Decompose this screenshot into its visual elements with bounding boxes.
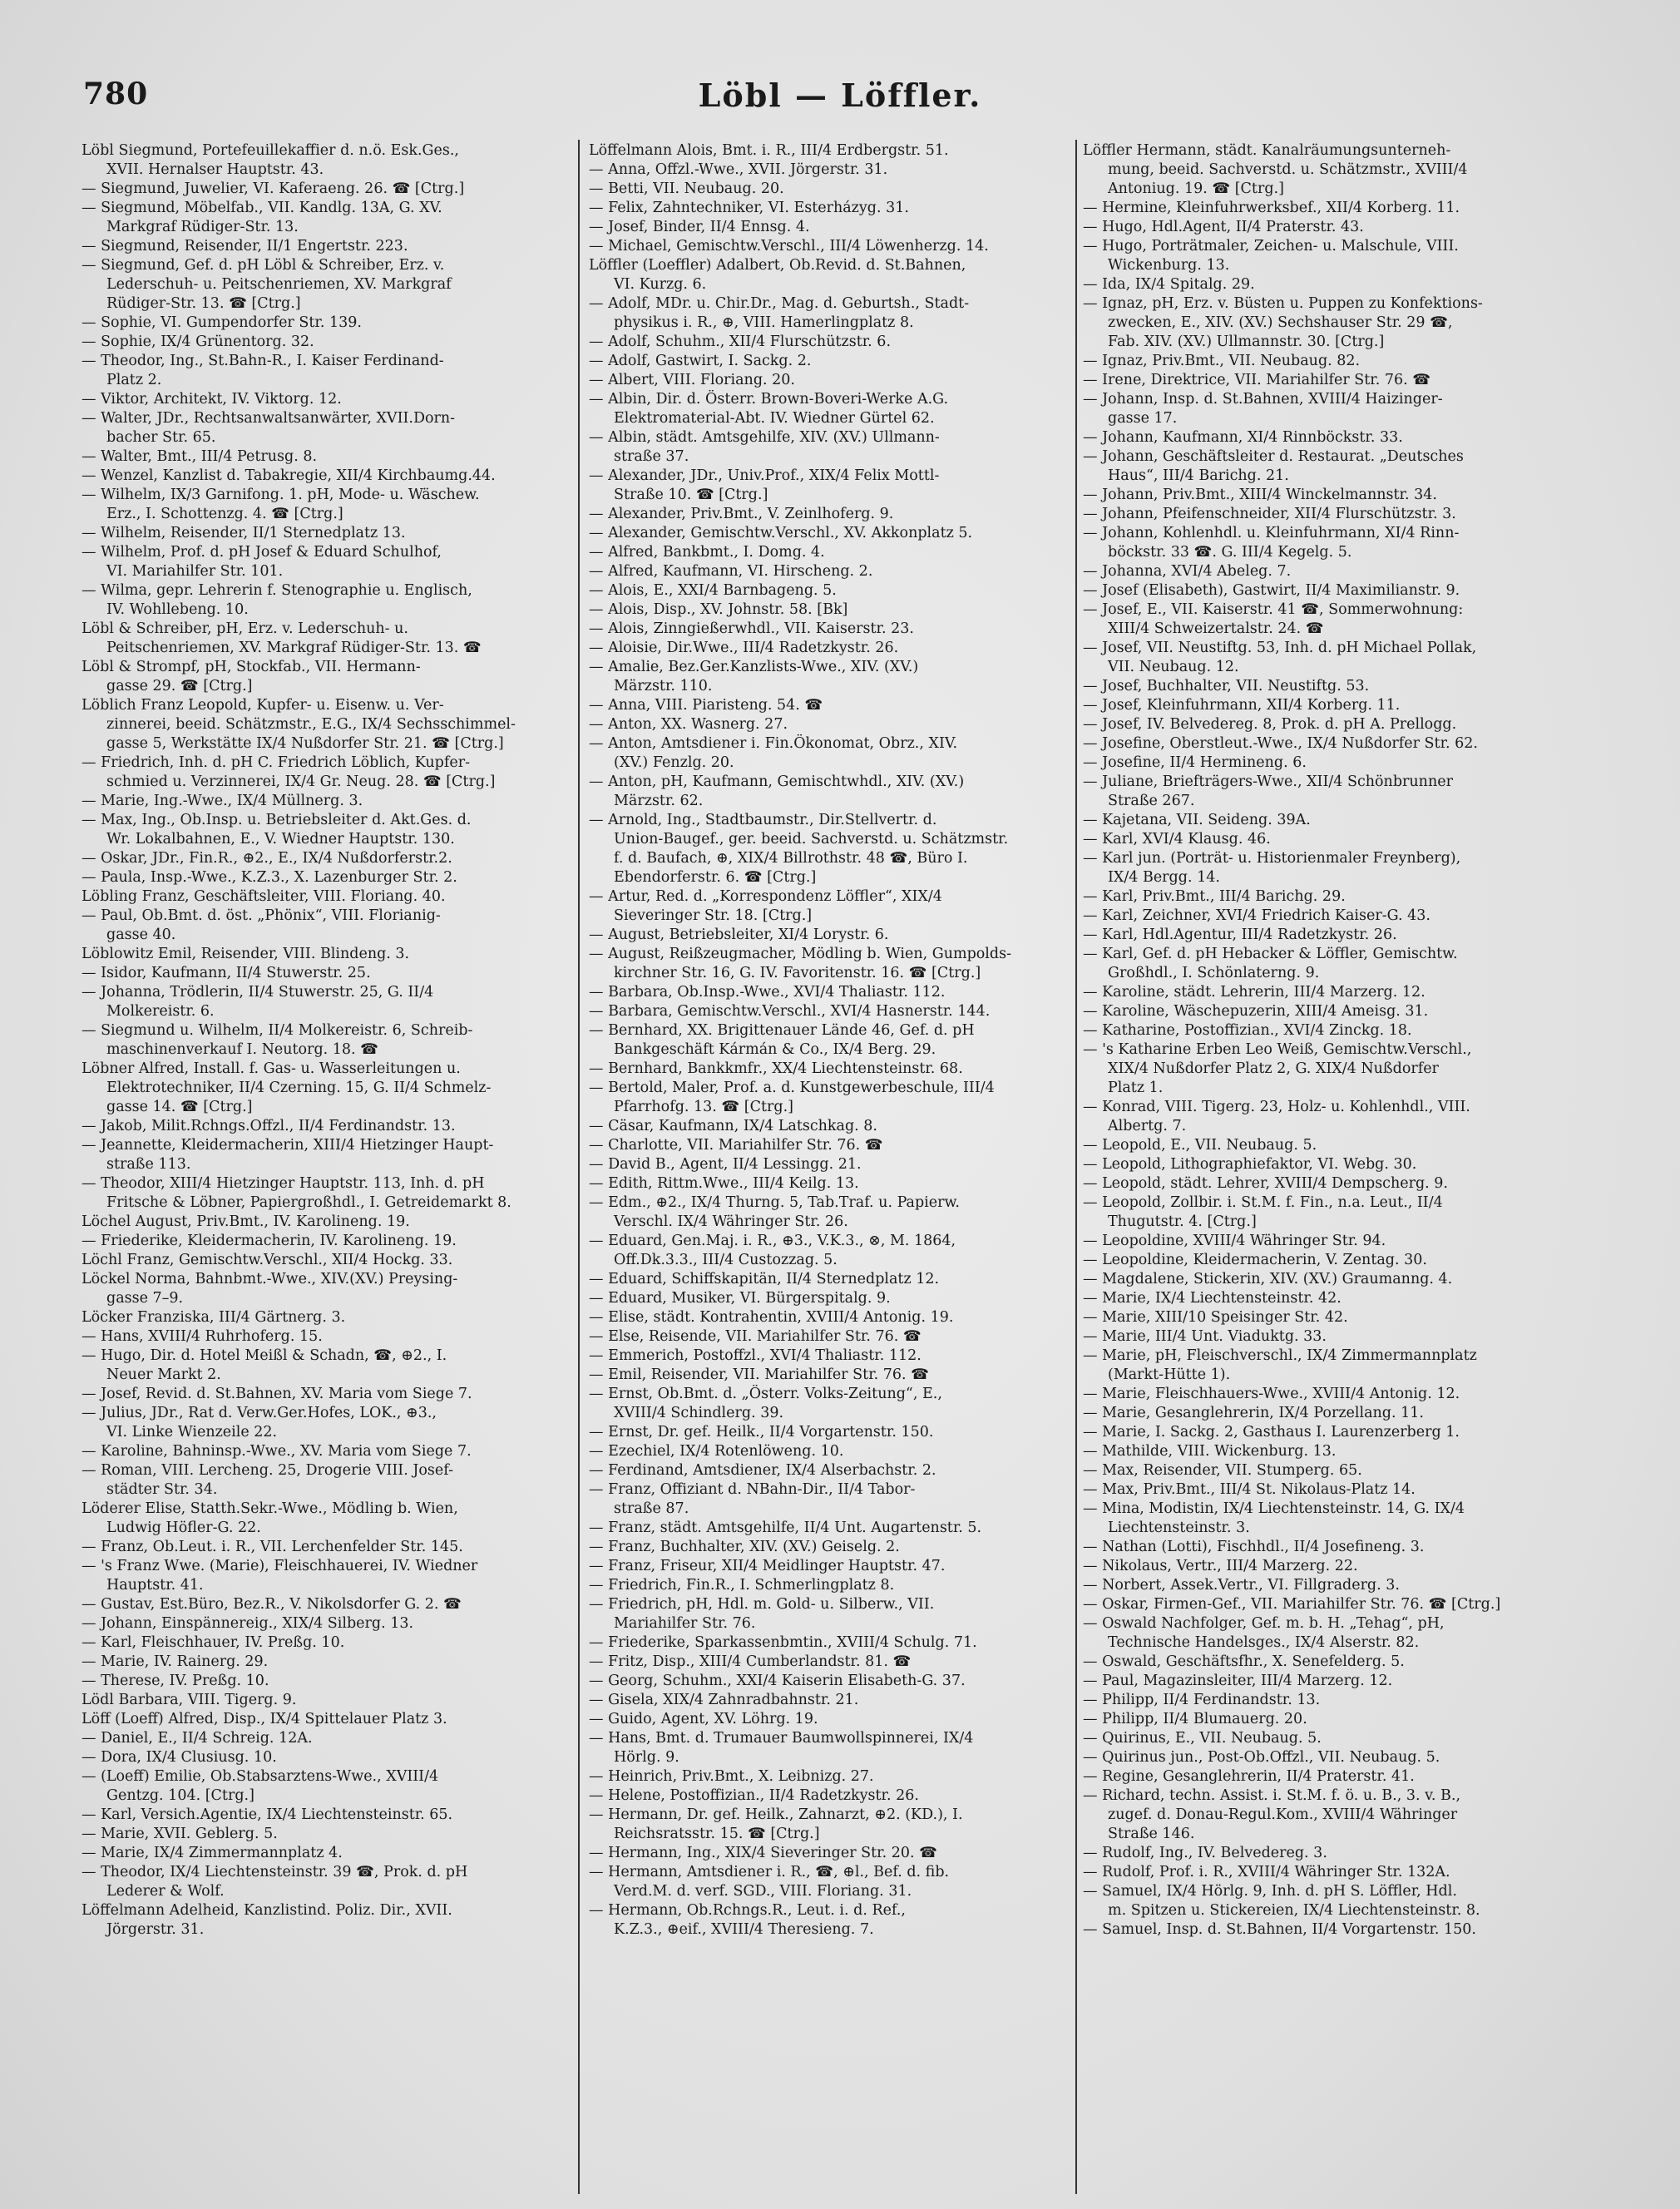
directory-line: Löblowitz Emil, Reisender, VIII. Blindeng. 3. <box>82 946 410 962</box>
directory-line: — Leopold, Zollbir. i. St.M. f. Fin., n.a. Leut., II/4 <box>1083 1194 1443 1211</box>
directory-line: — Alois, Zinngießerwhdl., VII. Kaiserstr. 23. <box>589 620 914 637</box>
directory-line: — Friedrich, Fin.R., I. Schmerlingplatz 8. <box>589 1577 895 1594</box>
directory-line: — Adolf, Schuhm., XII/4 Flurschützstr. 6. <box>589 334 892 350</box>
directory-line: Verd.M. d. verf. SGD., VIII. Floriang. 31. <box>614 1883 912 1900</box>
directory-line: — Edith, Rittm.Wwe., III/4 Keilg. 13. <box>589 1175 859 1192</box>
directory-line: Löffelmann Alois, Bmt. i. R., III/4 Erdbergstr. 51. <box>589 142 949 159</box>
directory-line: — Walter, JDr., Rechtsanwaltsanwärter, XVII.Dorn- <box>82 410 456 427</box>
directory-line: — Rudolf, Ing., IV. Belvedereg. 3. <box>1083 1845 1327 1861</box>
directory-line: — Emil, Reisender, VII. Mariahilfer Str. 76. ☎ <box>589 1366 929 1383</box>
directory-line: zinnerei, beeid. Schätzmstr., E.G., IX/4 Sechsschimmel- <box>106 716 516 733</box>
directory-line: Albertg. 7. <box>1108 1118 1187 1134</box>
directory-line: Mariahilfer Str. 76. <box>614 1615 756 1632</box>
directory-line: — Barbara, Gemischtw.Verschl., XVI/4 Hasnerstr. 144. <box>589 1003 991 1020</box>
directory-line: — Emmerich, Postoffzl., XVI/4 Thaliastr. 112. <box>589 1347 922 1364</box>
directory-line: Bankgeschäft Kármán & Co., IX/4 Berg. 29. <box>614 1041 936 1058</box>
directory-line: — Katharine, Postoffizian., XVI/4 Zinckg. 18. <box>1083 1022 1412 1039</box>
directory-line: — Anton, XX. Wasnerg. 27. <box>589 716 788 733</box>
directory-line: — Johann, Priv.Bmt., XIII/4 Winckelmannstr. 34. <box>1083 487 1437 503</box>
directory-line: — Charlotte, VII. Mariahilfer Str. 76. ☎ <box>589 1137 883 1154</box>
directory-line: — Isidor, Kaufmann, II/4 Stuwerstr. 25. <box>82 965 371 981</box>
directory-line: — Alexander, JDr., Univ.Prof., XIX/4 Felix Mottl- <box>589 467 940 484</box>
directory-line: Fab. XIV. (XV.) Ullmannstr. 30. [Ctrg.] <box>1108 334 1385 350</box>
directory-line: — Mathilde, VIII. Wickenburg. 13. <box>1083 1443 1337 1460</box>
directory-line: — Marie, I. Sackg. 2, Gasthaus I. Laurenzerberg 1. <box>1083 1424 1460 1441</box>
directory-line: straße 37. <box>614 448 689 465</box>
directory-line: — Friedrich, pH, Hdl. m. Gold- u. Silberw., VII. <box>589 1596 935 1613</box>
directory-line: Löckel Norma, Bahnbmt.-Wwe., XIV.(XV.) Preysing- <box>82 1271 458 1287</box>
directory-line: — Anton, Amtsdiener i. Fin.Ökonomat, Obrz., XIV. <box>589 735 958 752</box>
directory-line: — Adolf, MDr. u. Chir.Dr., Mag. d. Geburtsh., Stadt- <box>589 295 970 312</box>
directory-line: — Ida, IX/4 Spitalg. 29. <box>1083 276 1255 293</box>
directory-line: — Paul, Magazinsleiter, III/4 Marzerg. 12. <box>1083 1673 1393 1689</box>
directory-line: Löffelmann Adelheid, Kanzlistind. Poliz. Dir., XVII. <box>82 1902 452 1919</box>
directory-line: Haus“, III/4 Barichg. 21. <box>1108 467 1289 484</box>
directory-line: — Eduard, Gen.Maj. i. R., ⊕3., V.K.3., ⊗, M. 1864, <box>589 1233 956 1249</box>
directory-line: — Magdalene, Stickerin, XIV. (XV.) Graumanng. 4. <box>1083 1271 1453 1287</box>
directory-line: Hauptstr. 41. <box>106 1577 204 1594</box>
directory-line: — Paul, Ob.Bmt. d. öst. „Phönix“, VIII. Florianig- <box>82 907 441 924</box>
directory-line: — Albin, städt. Amtsgehilfe, XIV. (XV.) Ullmann- <box>589 429 940 446</box>
directory-line: — Marie, IX/4 Liechtensteinstr. 42. <box>1083 1290 1342 1307</box>
running-head: Löbl — Löffler. <box>698 77 982 114</box>
directory-line: — Else, Reisende, VII. Mariahilfer Str. 76. ☎ <box>589 1328 922 1345</box>
directory-line: schmied u. Verzinnerei, IX/4 Gr. Neug. 28. ☎ [Ctrg.] <box>106 773 496 790</box>
directory-line: städter Str. 34. <box>106 1481 218 1498</box>
directory-line: — Franz, Friseur, XII/4 Meidlinger Hauptstr. 47. <box>589 1558 946 1574</box>
directory-line: — Felix, Zahntechniker, VI. Esterházyg. 31. <box>589 200 909 216</box>
directory-line: — Friederike, Sparkassenbmtin., XVIII/4 Schulg. 71. <box>589 1634 977 1651</box>
directory-line: — Arnold, Ing., Stadtbaumstr., Dir.Stellvertr. d. <box>589 812 937 828</box>
directory-line: VI. Kurzg. 6. <box>614 276 707 293</box>
directory-line: — Karoline, städt. Lehrerin, III/4 Marzerg. 12. <box>1083 984 1426 1001</box>
directory-line: Neuer Markt 2. <box>106 1366 221 1383</box>
directory-line: — Josef, IV. Belvedereg. 8, Prok. d. pH A. Prellogg. <box>1083 716 1457 733</box>
directory-line: — Josef, Kleinfuhrmann, XII/4 Korberg. 11. <box>1083 697 1401 714</box>
directory-line: Rüdiger-Str. 13. ☎ [Ctrg.] <box>106 295 301 312</box>
directory-line: — Hans, XVIII/4 Ruhrhoferg. 15. <box>82 1328 323 1345</box>
directory-line: — Bernhard, Bankkmfr., XX/4 Liechtensteinstr. 68. <box>589 1060 963 1077</box>
directory-line: — Hugo, Hdl.Agent, II/4 Praterstr. 43. <box>1083 219 1364 235</box>
directory-line: — Philipp, II/4 Ferdinandstr. 13. <box>1083 1692 1321 1708</box>
directory-line: — Sophie, VI. Gumpendorfer Str. 139. <box>82 314 362 331</box>
directory-line: — Cäsar, Kaufmann, IX/4 Latschkag. 8. <box>589 1118 877 1134</box>
directory-line: — Alexander, Gemischtw.Verschl., XV. Akkonplatz 5. <box>589 525 973 541</box>
directory-line: mung, beeid. Sachverstd. u. Schätzmstr., XVIII/4 <box>1108 161 1468 178</box>
directory-line: K.Z.3., ⊕eif., XVIII/4 Theresieng. 7. <box>614 1921 874 1938</box>
directory-line: — Nikolaus, Vertr., III/4 Marzerg. 22. <box>1083 1558 1358 1574</box>
directory-line: — Max, Priv.Bmt., III/4 St. Nikolaus-Platz 14. <box>1083 1481 1416 1498</box>
directory-line: — Ignaz, pH, Erz. v. Büsten u. Puppen zu Konfektions- <box>1083 295 1483 312</box>
directory-line: — Wilhelm, Prof. d. pH Josef & Eduard Schulhof, <box>82 544 442 561</box>
directory-line: — 's Katharine Erben Leo Weiß, Gemischtw.Verschl., <box>1083 1041 1472 1058</box>
directory-line: — Quirinus jun., Post-Ob.Offzl., VII. Neubaug. 5. <box>1083 1749 1440 1766</box>
directory-line: Lederer & Wolf. <box>106 1883 225 1900</box>
directory-line: — Franz, Buchhalter, XIV. (XV.) Geiselg. 2. <box>589 1539 900 1555</box>
directory-line: Thugutstr. 4. [Ctrg.] <box>1108 1213 1257 1230</box>
directory-line: VII. Neubaug. 12. <box>1108 659 1239 675</box>
directory-line: IV. Wohllebeng. 10. <box>106 601 249 618</box>
directory-line: zugef. d. Donau-Regul.Kom., XVIII/4 Währinger <box>1108 1806 1458 1823</box>
directory-line: Technische Handelsges., IX/4 Alserstr. 82. <box>1108 1634 1420 1651</box>
directory-line: — Hugo, Dir. d. Hotel Meißl & Schadn, ☎, ⊕2., I. <box>82 1347 447 1364</box>
directory-line: Löcker Franziska, III/4 Gärtnerg. 3. <box>82 1309 346 1326</box>
directory-line: — Johann, Kohlenhdl. u. Kleinfuhrmann, XI/4 Rinn- <box>1083 525 1460 541</box>
directory-line: — Max, Ing., Ob.Insp. u. Betriebsleiter d. Akt.Ges. d. <box>82 812 472 828</box>
directory-line: Löbling Franz, Geschäftsleiter, VIII. Floriang. 40. <box>82 888 446 905</box>
directory-line: — Ezechiel, IX/4 Rotenlöweng. 10. <box>589 1443 844 1460</box>
directory-line: straße 87. <box>614 1500 689 1517</box>
column-1 <box>82 141 597 1940</box>
directory-line: — Friederike, Kleidermacherin, IV. Karolineng. 19. <box>82 1233 457 1249</box>
directory-line: — Mina, Modistin, IX/4 Liechtensteinstr. 14, G. IX/4 <box>1083 1500 1465 1517</box>
directory-line: — Gustav, Est.Büro, Bez.R., V. Nikolsdorfer G. 2. ☎ <box>82 1596 462 1613</box>
directory-line: — Marie, XIII/10 Speisinger Str. 42. <box>1083 1309 1348 1326</box>
directory-line: — Johann, Pfeifenschneider, XII/4 Flurschützstr. 3. <box>1083 506 1456 522</box>
directory-line: — Albin, Dir. d. Österr. Brown-Boveri-Werke A.G. <box>589 391 949 408</box>
directory-line: — Josef, Binder, II/4 Ennsg. 4. <box>589 219 810 235</box>
directory-line: Antoniug. 19. ☎ [Ctrg.] <box>1108 180 1284 197</box>
directory-line: Sieveringer Str. 18. [Ctrg.] <box>614 907 813 924</box>
directory-line: — Marie, Ing.-Wwe., IX/4 Müllnerg. 3. <box>82 793 363 809</box>
directory-line: — Alfred, Kaufmann, VI. Hirscheng. 2. <box>589 563 873 580</box>
directory-line: — Walter, Bmt., III/4 Petrusg. 8. <box>82 448 318 465</box>
directory-line: XVIII/4 Schindlerg. 39. <box>614 1405 784 1421</box>
directory-line: Erz., I. Schottenzg. 4. ☎ [Ctrg.] <box>106 506 343 522</box>
directory-line: — Johann, Geschäftsleiter d. Restaurat. „Deutsches <box>1083 448 1464 465</box>
directory-line: — Jeannette, Kleidermacherin, XIII/4 Hietzinger Haupt- <box>82 1137 494 1154</box>
directory-line: — Marie, pH, Fleischverschl., IX/4 Zimmermannplatz <box>1083 1347 1477 1364</box>
directory-line: — Roman, VIII. Lercheng. 25, Drogerie VIII. Josef- <box>82 1462 453 1479</box>
directory-line: — Leopoldine, Kleidermacherin, V. Zentag. 30. <box>1083 1252 1427 1268</box>
directory-line: — Heinrich, Priv.Bmt., X. Leibnizg. 27. <box>589 1768 874 1785</box>
directory-line: Wr. Lokalbahnen, E., V. Wiedner Hauptstr. 130. <box>106 831 455 848</box>
directory-line: maschinenverkauf I. Neutorg. 18. ☎ <box>106 1041 378 1058</box>
directory-line: — Wilma, gepr. Lehrerin f. Stenographie u. Englisch, <box>82 582 472 599</box>
directory-line: — Leopold, E., VII. Neubaug. 5. <box>1083 1137 1317 1154</box>
directory-line: gasse 29. ☎ [Ctrg.] <box>106 678 253 694</box>
directory-line: Reichsratsstr. 15. ☎ [Ctrg.] <box>614 1826 820 1842</box>
directory-line: — Samuel, IX/4 Hörlg. 9, Inh. d. pH S. Löffler, Hdl. <box>1083 1883 1457 1900</box>
directory-line: Löchl Franz, Gemischtw.Verschl., XII/4 Hockg. 33. <box>82 1252 453 1268</box>
directory-line: — Elise, städt. Kontrahentin, XVIII/4 Antonig. 19. <box>589 1309 954 1326</box>
directory-line: — Fritz, Disp., XIII/4 Cumberlandstr. 81. ☎ <box>589 1653 912 1670</box>
directory-line: — Regine, Gesanglehrerin, II/4 Praterstr. 41. <box>1083 1768 1415 1785</box>
directory-line: gasse 7–9. <box>106 1290 184 1307</box>
directory-line: Jörgerstr. 31. <box>106 1921 205 1938</box>
directory-line: IX/4 Bergg. 14. <box>1108 869 1220 886</box>
directory-line: — Karl, Zeichner, XVI/4 Friedrich Kaiser-G. 43. <box>1083 907 1430 924</box>
directory-line: — Josef (Elisabeth), Gastwirt, II/4 Maximilianstr. 9. <box>1083 582 1460 599</box>
directory-line: Straße 10. ☎ [Ctrg.] <box>614 487 768 503</box>
directory-line: — Bernhard, XX. Brigittenauer Lände 46, Gef. d. pH <box>589 1022 975 1039</box>
directory-line: — Max, Reisender, VII. Stumperg. 65. <box>1083 1462 1362 1479</box>
directory-line: — Ignaz, Priv.Bmt., VII. Neubaug. 82. <box>1083 353 1361 369</box>
directory-line: — Johann, Kaufmann, XI/4 Rinnböckstr. 33. <box>1083 429 1403 446</box>
directory-line: — Dora, IX/4 Clusiusg. 10. <box>82 1749 277 1766</box>
directory-line: — Samuel, Insp. d. St.Bahnen, II/4 Vorgartenstr. 150. <box>1083 1921 1476 1938</box>
directory-line: — Leopold, städt. Lehrer, XVIII/4 Dempscherg. 9. <box>1083 1175 1448 1192</box>
directory-line: — Marie, IV. Rainerg. 29. <box>82 1653 269 1670</box>
directory-line: straße 113. <box>106 1156 191 1173</box>
directory-line: — Karl jun. (Porträt- u. Historienmaler Freynberg), <box>1083 850 1461 867</box>
directory-line: — Karl, Versich.Agentie, IX/4 Liechtensteinstr. 65. <box>82 1806 453 1823</box>
directory-line: VI. Linke Wienzeile 22. <box>106 1424 278 1441</box>
directory-line: — Kajetana, VII. Seideng. 39A. <box>1083 812 1311 828</box>
directory-line: — Wenzel, Kanzlist d. Tabakregie, XII/4 Kirchbaumg.44. <box>82 467 496 484</box>
directory-line: Elektromaterial-Abt. IV. Wiedner Gürtel 62. <box>614 410 935 427</box>
directory-line: Löderer Elise, Statth.Sekr.-Wwe., Mödling b. Wien, <box>82 1500 458 1517</box>
directory-line: — Bertold, Maler, Prof. a. d. Kunstgewerbeschule, III/4 <box>589 1080 995 1096</box>
directory-line: — Oswald Nachfolger, Gef. m. b. H. „Tehag“, pH, <box>1083 1615 1445 1632</box>
directory-line: Platz 2. <box>106 372 162 388</box>
directory-line: — Alexander, Priv.Bmt., V. Zeinlhoferg. 9. <box>589 506 894 522</box>
directory-line: — Hermann, Ob.Rchngs.R., Leut. i. d. Ref., <box>589 1902 906 1919</box>
directory-line: — August, Betriebsleiter, XI/4 Lorystr. 6. <box>589 927 889 943</box>
directory-line: böckstr. 33 ☎. G. III/4 Kegelg. 5. <box>1108 544 1352 561</box>
directory-line: Liechtensteinstr. 3. <box>1108 1520 1250 1536</box>
directory-line: — Wilhelm, Reisender, II/1 Sternedplatz 13. <box>82 525 406 541</box>
directory-line: — Johanna, Trödlerin, II/4 Stuwerstr. 25, G. II/4 <box>82 984 434 1001</box>
directory-line: Löffler (Loeffler) Adalbert, Ob.Revid. d. St.Bahnen, <box>589 257 966 274</box>
directory-line: — Ernst, Dr. gef. Heilk., II/4 Vorgartenstr. 150. <box>589 1424 934 1441</box>
directory-line: — Hans, Bmt. d. Trumauer Baumwollspinnerei, IX/4 <box>589 1730 974 1747</box>
directory-line: Fritsche & Löbner, Papiergroßhdl., I. Getreidemarkt 8. <box>106 1194 511 1211</box>
directory-line: — Therese, IV. Preßg. 10. <box>82 1673 269 1689</box>
directory-line: — Karl, Gef. d. pH Hebacker & Löffler, Gemischtw. <box>1083 946 1458 962</box>
directory-line: — Barbara, Ob.Insp.-Wwe., XVI/4 Thaliastr. 112. <box>589 984 946 1001</box>
directory-line: — Josef, VII. Neustiftg. 53, Inh. d. pH Michael Pollak, <box>1083 640 1477 656</box>
directory-line: — Leopold, Lithographiefaktor, VI. Webg. 30. <box>1083 1156 1417 1173</box>
directory-line: — Konrad, VIII. Tigerg. 23, Holz- u. Kohlenhdl., VIII. <box>1083 1099 1470 1115</box>
directory-line: — Theodor, IX/4 Liechtensteinstr. 39 ☎, Prok. d. pH <box>82 1864 468 1880</box>
directory-line: — Wilhelm, IX/3 Garnifong. 1. pH, Mode- u. Wäschew. <box>82 487 480 503</box>
directory-line: — Josefine, Oberstleut.-Wwe., IX/4 Nußdorfer Str. 62. <box>1083 735 1478 752</box>
directory-line: — Johann, Insp. d. St.Bahnen, XVIII/4 Haizinger- <box>1083 391 1443 408</box>
directory-line: Löbl & Strompf, pH, Stockfab., VII. Hermann- <box>82 659 421 675</box>
directory-line: Straße 146. <box>1108 1826 1195 1842</box>
directory-line: — Viktor, Architekt, IV. Viktorg. 12. <box>82 391 342 408</box>
directory-line: f. d. Baufach, ⊕, XIX/4 Billrothstr. 48 ☎, Büro I. <box>614 850 968 867</box>
directory-line: — Karoline, Bahninsp.-Wwe., XV. Maria vom Siege 7. <box>82 1443 472 1460</box>
directory-line: gasse 14. ☎ [Ctrg.] <box>106 1099 253 1115</box>
directory-line: — Helene, Postoffizian., II/4 Radetzkystr. 26. <box>589 1787 919 1804</box>
directory-line: — Albert, VIII. Floriang. 20. <box>589 372 795 388</box>
directory-line: — Leopoldine, XVIII/4 Währinger Str. 94. <box>1083 1233 1386 1249</box>
directory-line: — Josefine, II/4 Hermineng. 6. <box>1083 754 1307 771</box>
directory-line: — Paula, Insp.-Wwe., K.Z.3., X. Lazenburger Str. 2. <box>82 869 457 886</box>
directory-line: — Hugo, Porträtmaler, Zeichen- u. Malschule, VIII. <box>1083 238 1459 255</box>
directory-line: Hörlg. 9. <box>614 1749 679 1766</box>
directory-line: — Alois, Disp., XV. Johnstr. 58. [Bk] <box>589 601 848 618</box>
directory-line: — Oskar, JDr., Fin.R., ⊕2., E., IX/4 Nußdorferstr.2. <box>82 850 452 867</box>
directory-line: — Karoline, Wäschepuzerin, XIII/4 Ameisg. 31. <box>1083 1003 1429 1020</box>
directory-line: Löffler Hermann, städt. Kanalräumungsunterneh- <box>1083 142 1451 159</box>
directory-line: Lederschuh- u. Peitschenriemen, XV. Markgraf <box>106 276 452 293</box>
directory-line: Löbl & Schreiber, pH, Erz. v. Lederschuh- u. <box>82 620 408 637</box>
directory-line: — Alois, E., XXI/4 Barnbageng. 5. <box>589 582 837 599</box>
directory-line: — Josef, Buchhalter, VII. Neustiftg. 53. <box>1083 678 1370 694</box>
directory-line: — Guido, Agent, XV. Löhrg. 19. <box>589 1711 818 1727</box>
directory-line: — Ernst, Ob.Bmt. d. „Österr. Volks-Zeitung“, E., <box>589 1386 942 1402</box>
directory-line: — Franz, Offiziant d. NBahn-Dir., II/4 Tabor- <box>589 1481 916 1498</box>
page-header <box>0 77 1680 135</box>
directory-line: Off.Dk.3.3., III/4 Custozzag. 5. <box>614 1252 838 1268</box>
directory-line: — Georg, Schuhm., XXI/4 Kaiserin Elisabeth-G. 37. <box>589 1673 966 1689</box>
directory-line: — Irene, Direktrice, VII. Mariahilfer Str. 76. ☎ <box>1083 372 1431 388</box>
directory-line: — Siegmund u. Wilhelm, II/4 Molkereistr. 6, Schreib- <box>82 1022 473 1039</box>
directory-line: — Juliane, Briefträgers-Wwe., XII/4 Schönbrunner <box>1083 773 1453 790</box>
directory-line: Union-Baugef., ger. beeid. Sachverstd. u. Schätzmstr. <box>614 831 1009 848</box>
directory-line: — Siegmund, Reisender, II/1 Engertstr. 223. <box>82 238 408 255</box>
directory-line: — Hermann, Amtsdiener i. R., ☎, ⊕l., Bef. d. fib. <box>589 1864 950 1880</box>
directory-line: — Alfred, Bankbmt., I. Domg. 4. <box>589 544 825 561</box>
directory-line: Großhdl., I. Schönlaterng. 9. <box>1108 965 1320 981</box>
directory-line: Löff (Loeff) Alfred, Disp., IX/4 Spittelauer Platz 3. <box>82 1711 447 1727</box>
directory-line: — Ferdinand, Amtsdiener, IX/4 Alserbachstr. 2. <box>589 1462 936 1479</box>
directory-line: — Anton, pH, Kaufmann, Gemischtwhdl., XIV. (XV.) <box>589 773 965 790</box>
directory-line: — Anna, Offzl.-Wwe., XVII. Jörgerstr. 31. <box>589 161 888 178</box>
directory-line: Peitschenriemen, XV. Markgraf Rüdiger-Str. 13. ☎ <box>106 640 482 656</box>
directory-line: — David B., Agent, II/4 Lessingg. 21. <box>589 1156 862 1173</box>
directory-line: (XV.) Fenzlg. 20. <box>614 754 734 771</box>
directory-line: VI. Mariahilfer Str. 101. <box>106 563 284 580</box>
directory-line: — Michael, Gemischtw.Verschl., III/4 Löwenherzg. 14. <box>589 238 989 255</box>
directory-line: — Marie, III/4 Unt. Viaduktg. 33. <box>1083 1328 1327 1345</box>
directory-line: XVII. Hernalser Hauptstr. 43. <box>106 161 324 178</box>
directory-line: — (Loeff) Emilie, Ob.Stabsarztens-Wwe., XVIII/4 <box>82 1768 439 1785</box>
directory-line: — Siegmund, Möbelfab., VII. Kandlg. 13A, G. XV. <box>82 200 442 216</box>
directory-line: — Josef, E., VII. Kaiserstr. 41 ☎, Sommerwohnung: <box>1083 601 1464 618</box>
directory-line: XIII/4 Schweizertalstr. 24. ☎ <box>1108 620 1324 637</box>
directory-line: — Siegmund, Gef. d. pH Löbl & Schreiber, Erz. v. <box>82 257 445 274</box>
directory-line: — Oskar, Firmen-Gef., VII. Mariahilfer Str. 76. ☎ [Ctrg.] <box>1083 1596 1501 1613</box>
directory-line: — Norbert, Assek.Vertr., VI. Fillgraderg. 3. <box>1083 1577 1400 1594</box>
directory-line: — Rudolf, Prof. i. R., XVIII/4 Währinger Str. 132A. <box>1083 1864 1450 1880</box>
directory-line: zwecken, E., XIV. (XV.) Sechshauser Str. 29 ☎, <box>1108 314 1453 331</box>
directory-line: Löbl Siegmund, Portefeuillekaffier d. n.ö. Esk.Ges., <box>82 142 459 159</box>
directory-line: — Marie, IX/4 Zimmermannplatz 4. <box>82 1845 343 1861</box>
column-2 <box>589 141 1108 1940</box>
directory-line: — Eduard, Musiker, VI. Bürgerspitalg. 9. <box>589 1290 891 1307</box>
directory-line: gasse 40. <box>106 927 176 943</box>
directory-line: — Richard, techn. Assist. i. St.M. f. ö. u. B., 3. v. B., <box>1083 1787 1461 1804</box>
directory-line: Markgraf Rüdiger-Str. 13. <box>106 219 299 235</box>
directory-line: — Daniel, E., II/4 Schreig. 12A. <box>82 1730 313 1747</box>
directory-line: gasse 5, Werkstätte IX/4 Nußdorfer Str. 21. ☎ [Ctrg.] <box>106 735 504 752</box>
directory-line: — Sophie, IX/4 Grünentorg. 32. <box>82 334 314 350</box>
column-3 <box>1083 141 1598 1940</box>
directory-line: Elektrotechniker, II/4 Czerning. 15, G. II/4 Schmelz- <box>106 1080 492 1096</box>
directory-line: — Betti, VII. Neubaug. 20. <box>589 180 784 197</box>
directory-line: — 's Franz Wwe. (Marie), Fleischhauerei, IV. Wiedner <box>82 1558 478 1574</box>
directory-line: Märzstr. 110. <box>614 678 713 694</box>
directory-line: — Oswald, Geschäftsfhr., X. Senefelderg. 5. <box>1083 1653 1405 1670</box>
directory-line: Löbner Alfred, Install. f. Gas- u. Wasserleitungen u. <box>82 1060 461 1077</box>
directory-line: — Johann, Einspännereig., XIX/4 Silberg. 13. <box>82 1615 414 1632</box>
directory-line: bacher Str. 65. <box>106 429 216 446</box>
directory-line: Löchel August, Priv.Bmt., IV. Karolineng. 19. <box>82 1213 410 1230</box>
directory-line: Ludwig Höfler-G. 22. <box>106 1520 261 1536</box>
directory-line: — Karl, Hdl.Agentur, III/4 Radetzkystr. 26. <box>1083 927 1397 943</box>
directory-line: XIX/4 Nußdorfer Platz 2, G. XIX/4 Nußdorfer <box>1108 1060 1439 1077</box>
directory-line: — Julius, JDr., Rat d. Verw.Ger.Hofes, LOK., ⊕3., <box>82 1405 437 1421</box>
directory-line: Molkereistr. 6. <box>106 1003 215 1020</box>
directory-line: Verschl. IX/4 Währinger Str. 26. <box>614 1213 848 1230</box>
directory-line: — Jakob, Milit.Rchngs.Offzl., II/4 Ferdinandstr. 13. <box>82 1118 456 1134</box>
directory-line: — August, Reißzeugmacher, Mödling b. Wien, Gumpolds- <box>589 946 1011 962</box>
directory-line: — Anna, VIII. Piaristeng. 54. ☎ <box>589 697 823 714</box>
directory-line: (Markt-Hütte 1). <box>1108 1366 1231 1383</box>
directory-line: physikus i. R., ⊕, VIII. Hamerlingplatz 8. <box>614 314 914 331</box>
directory-line: — Gisela, XIX/4 Zahnradbahnstr. 21. <box>589 1692 859 1708</box>
directory-line: kirchner Str. 16, G. IV. Favoritenstr. 16. ☎ [Ctrg.] <box>614 965 981 981</box>
directory-line: Platz 1. <box>1108 1080 1164 1096</box>
directory-line: Gentzg. 104. [Ctrg.] <box>106 1787 254 1804</box>
directory-line: Lödl Barbara, VIII. Tigerg. 9. <box>82 1692 297 1708</box>
directory-line: gasse 17. <box>1108 410 1178 427</box>
directory-line: — Marie, Gesanglehrerin, IX/4 Porzellang. 11. <box>1083 1405 1424 1421</box>
directory-line: — Karl, XVI/4 Klausg. 46. <box>1083 831 1271 848</box>
directory-line: — Johanna, XVI/4 Abeleg. 7. <box>1083 563 1292 580</box>
directory-line: — Edm., ⊕2., IX/4 Thurng. 5, Tab.Traf. u. Papierw. <box>589 1194 960 1211</box>
directory-line: — Quirinus, E., VII. Neubaug. 5. <box>1083 1730 1322 1747</box>
directory-line: Pfarrhofg. 13. ☎ [Ctrg.] <box>614 1099 793 1115</box>
directory-line: — Theodor, Ing., St.Bahn-R., I. Kaiser Ferdinand- <box>82 353 444 369</box>
directory-line: — Amalie, Bez.Ger.Kanzlists-Wwe., XIV. (XV.) <box>589 659 919 675</box>
directory-line: — Aloisie, Dir.Wwe., III/4 Radetzkystr. 26. <box>589 640 899 656</box>
directory-line: — Hermann, Dr. gef. Heilk., Zahnarzt, ⊕2. (KD.), I. <box>589 1806 963 1823</box>
directory-line: — Eduard, Schiffskapitän, II/4 Sternedplatz 12. <box>589 1271 940 1287</box>
directory-line: Wickenburg. 13. <box>1108 257 1230 274</box>
directory-line: — Josef, Revid. d. St.Bahnen, XV. Maria vom Siege 7. <box>82 1386 472 1402</box>
directory-line: — Karl, Fleischhauer, IV. Preßg. 10. <box>82 1634 345 1651</box>
directory-line: — Marie, XVII. Geblerg. 5. <box>82 1826 278 1842</box>
directory-line: — Nathan (Lotti), Fischhdl., II/4 Josefineng. 3. <box>1083 1539 1425 1555</box>
page-number: 780 <box>83 77 149 111</box>
directory-line: — Hermine, Kleinfuhrwerksbef., XII/4 Korberg. 11. <box>1083 200 1460 216</box>
directory-line: — Artur, Red. d. „Korrespondenz Löffler“, XIX/4 <box>589 888 942 905</box>
directory-line: — Adolf, Gastwirt, I. Sackg. 2. <box>589 353 812 369</box>
directory-line: — Theodor, XIII/4 Hietzinger Hauptstr. 113, Inh. d. pH <box>82 1175 485 1192</box>
directory-line: — Franz, Ob.Leut. i. R., VII. Lerchenfelder Str. 145. <box>82 1539 463 1555</box>
directory-line: Märzstr. 62. <box>614 793 704 809</box>
directory-line: — Franz, städt. Amtsgehilfe, II/4 Unt. Augartenstr. 5. <box>589 1520 982 1536</box>
directory-line: — Hermann, Ing., XIX/4 Sieveringer Str. 20. ☎ <box>589 1845 937 1861</box>
directory-line: m. Spitzen u. Stickereien, IX/4 Liechtensteinstr. 8. <box>1108 1902 1480 1919</box>
directory-line: — Friedrich, Inh. d. pH C. Friedrich Löblich, Kupfer- <box>82 754 470 771</box>
directory-line: Ebendorferstr. 6. ☎ [Ctrg.] <box>614 869 817 886</box>
directory-line: — Karl, Priv.Bmt., III/4 Barichg. 29. <box>1083 888 1346 905</box>
directory-line: Straße 267. <box>1108 793 1195 809</box>
directory-line: — Siegmund, Juwelier, VI. Kaferaeng. 26. ☎ [Ctrg.] <box>82 180 465 197</box>
directory-line: Löblich Franz Leopold, Kupfer- u. Eisenw. u. Ver- <box>82 697 444 714</box>
directory-line: — Philipp, II/4 Blumauerg. 20. <box>1083 1711 1307 1727</box>
directory-line: — Marie, Fleischhauers-Wwe., XVIII/4 Antonig. 12. <box>1083 1386 1460 1402</box>
